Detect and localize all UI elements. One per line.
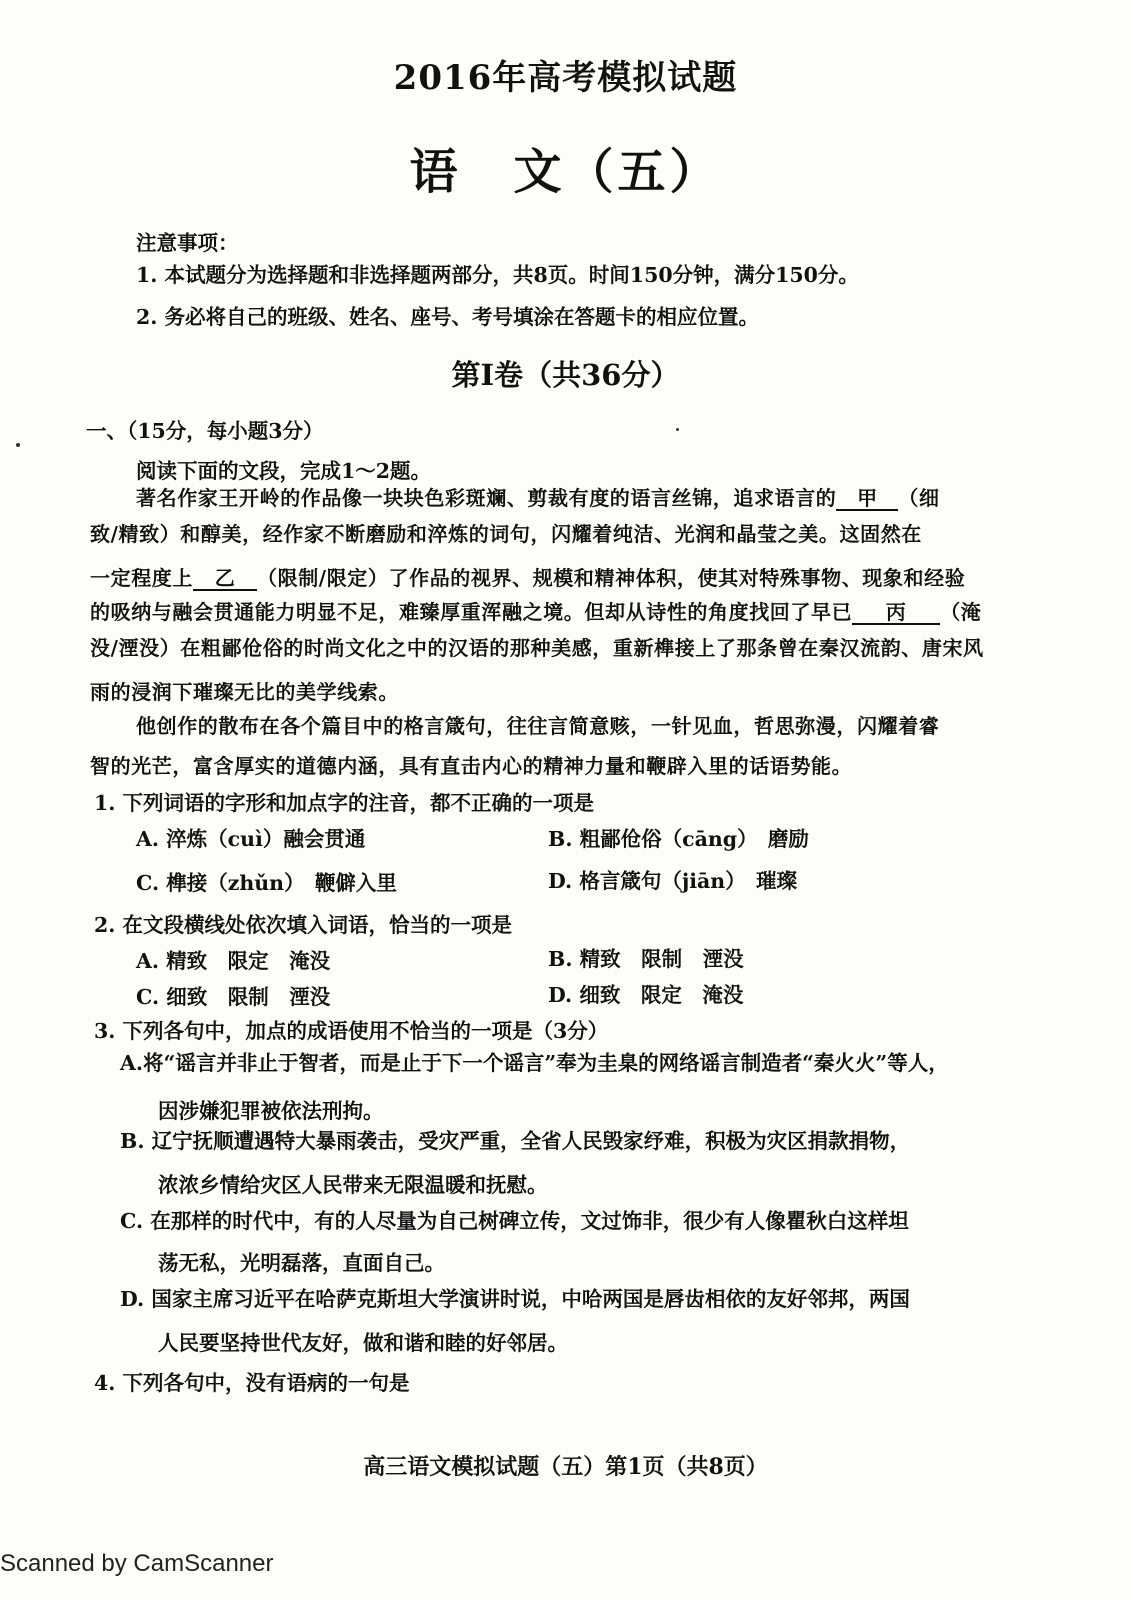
scan-speck	[16, 443, 20, 447]
passage-text: 的吸纳与融会贯通能力明显不足，难臻厚重浑融之境。但却从诗性的角度找回了早已	[90, 600, 853, 624]
question-3-option-a-line-2: 因涉嫌犯罪被依法刑拘。	[158, 1099, 384, 1123]
exam-title: 2016年高考模拟试题	[393, 58, 738, 98]
question-2-option-c: C. 细致 限制 湮没	[136, 985, 331, 1009]
question-1-stem: 1. 下列词语的字形和加点字的注音，都不正确的一项是	[94, 791, 595, 815]
blank-b: 乙	[193, 567, 257, 591]
question-2-option-d: D. 细致 限定 淹没	[548, 983, 744, 1007]
blank-c: 丙	[852, 601, 940, 625]
passage-line-5: 没/湮没）在粗鄙伧俗的时尚文化之中的汉语的那种美感，重新榫接上了那条曾在秦汉流韵、唐宋风	[90, 636, 984, 660]
part1-instruction: 阅读下面的文段，完成1～2题。	[136, 459, 432, 483]
passage-text: （细	[898, 486, 940, 510]
note-item-1: 1. 本试题分为选择题和非选择题两部分，共8页。时间150分钟，满分150分。	[136, 263, 859, 287]
part1-heading: 一、（15分，每小题3分）	[86, 419, 324, 443]
note-item-2: 2. 务必将自己的班级、姓名、座号、考号填涂在答题卡的相应位置。	[136, 305, 760, 329]
section-title: 第I卷（共36分）	[451, 358, 680, 392]
passage-line-8: 智的光芒，富含厚实的道德内涵，具有直击内心的精神力量和鞭辟入里的话语势能。	[90, 754, 853, 778]
passage-line-3	[90, 562, 965, 591]
question-3-option-a-line-1: A.将“谣言并非止于智者，而是止于下一个谣言”奉为圭臬的网络谣言制造者“秦火火”等人，	[120, 1051, 949, 1075]
question-3-option-c-line-2: 荡无私，光明磊落，直面自己。	[158, 1251, 445, 1275]
question-3-option-b-line-2: 浓浓乡情给灾区人民带来无限温暖和抚慰。	[158, 1173, 548, 1197]
scan-speck	[676, 428, 679, 431]
passage-text: （淹	[940, 600, 982, 624]
question-3-option-d-line-1: D. 国家主席习近平在哈萨克斯坦大学演讲时说，中哈两国是唇齿相依的友好邻邦，两国	[120, 1287, 910, 1311]
passage-text: 著名作家王开岭的作品像一块块色彩斑斓、剪裁有度的语言丝锦，追求语言的	[136, 486, 837, 510]
question-1-option-a: A. 淬炼（cuì）融会贯通	[136, 827, 366, 851]
question-1-option-c: C. 榫接（zhǔn） 鞭僻入里	[136, 871, 397, 895]
passage-line-7: 他创作的散布在各个篇目中的格言箴句，往往言简意赅，一针见血，哲思弥漫，闪耀着睿	[136, 714, 940, 738]
question-2-option-b: B. 精致 限制 湮没	[548, 947, 744, 971]
passage-line-6: 雨的浸润下璀璨无比的美学线索。	[90, 680, 399, 704]
passage-line-1	[136, 482, 940, 511]
passage-text: （限制/限定）了作品的视界、规模和精神体积，使其对特殊事物、现象和经验	[257, 566, 966, 590]
notes-heading: 注意事项：	[136, 231, 239, 255]
question-4-stem: 4. 下列各句中，没有语病的一句是	[94, 1371, 410, 1395]
question-1-option-b: B. 粗鄙伧俗（cāng） 磨励	[548, 827, 809, 851]
question-3-stem: 3. 下列各句中，加点的成语使用不恰当的一项是（3分）	[94, 1019, 609, 1043]
question-3-option-c-line-1: C. 在那样的时代中，有的人尽量为自己树碑立传，文过饰非，很少有人像瞿秋白这样坦	[120, 1209, 909, 1233]
question-2-option-a: A. 精致 限定 淹没	[136, 949, 331, 973]
subject-title: 语 文（五）	[409, 144, 722, 200]
passage-text: 一定程度上	[90, 566, 193, 590]
blank-a: 甲	[836, 487, 898, 511]
question-3-option-b-line-1: B. 辽宁抚顺遭遇特大暴雨袭击，受灾严重，全省人民毁家纾难，积极为灾区捐款捐物，	[120, 1129, 911, 1153]
camscanner-watermark: Scanned by CamScanner	[0, 1550, 274, 1577]
question-2-stem: 2. 在文段横线处依次填入词语，恰当的一项是	[94, 913, 513, 937]
question-1-option-d: D. 格言箴句（jiān） 璀璨	[548, 869, 797, 893]
page-footer: 高三语文模拟试题（五）第1页（共8页）	[363, 1454, 768, 1480]
passage-line-2: 致/精致）和醇美，经作家不断磨励和淬炼的词句，闪耀着纯洁、光润和晶莹之美。这固然在	[90, 522, 922, 546]
passage-line-4	[90, 596, 981, 625]
question-3-option-d-line-2: 人民要坚持世代友好，做和谐和睦的好邻居。	[158, 1331, 568, 1355]
